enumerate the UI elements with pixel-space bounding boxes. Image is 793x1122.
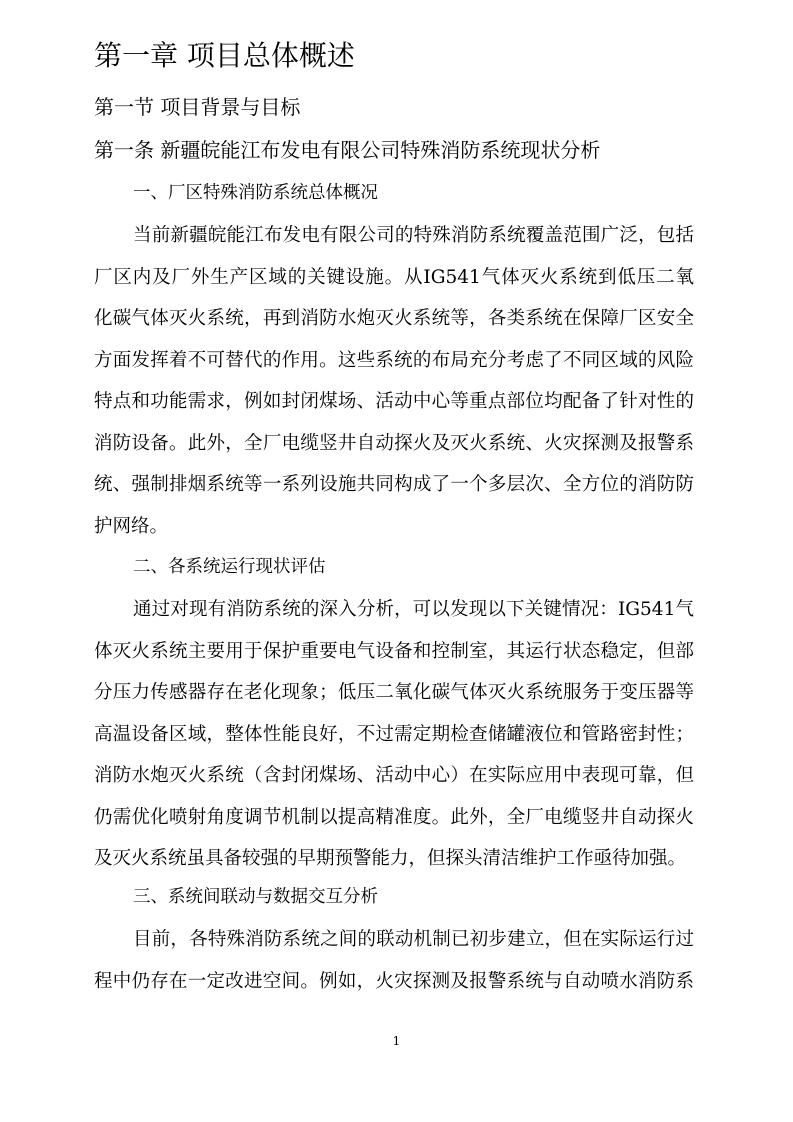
- paragraph-line: 分压力传感器存在老化现象；低压二氧化碳气体灭火系统服务于变压器等: [94, 682, 694, 703]
- page-number: 1: [392, 1034, 401, 1048]
- paragraph-line: 特点和功能需求，例如封闭煤场、活动中心等重点部位均配备了针对性的: [94, 391, 694, 412]
- paragraph-line: 化碳气体灭火系统，再到消防水炮灭火系统等，各类系统在保障厂区安全: [94, 308, 694, 329]
- paragraph-1: [94, 215, 694, 547]
- paragraph-line: 仍需优化喷射角度调节机制以提高精准度。此外，全厂电缆竖井自动探火: [94, 806, 694, 828]
- subheading-2: 二、各系统运行现状评估: [133, 557, 326, 577]
- paragraph-line: 通过对现有消防系统的深入分析，可以发现以下关键情况：IG541气: [133, 599, 694, 620]
- chapter-title: 第一章 项目总体概述: [94, 39, 355, 72]
- paragraph-line: 消防水炮灭火系统（含封闭煤场、活动中心）在实际应用中表现可靠，但: [94, 765, 694, 786]
- paragraph-line: 当前新疆皖能江布发电有限公司的特殊消防系统覆盖范围广泛，包括: [133, 225, 694, 246]
- article-title: 第一条 新疆皖能江布发电有限公司特殊消防系统现状分析: [94, 138, 601, 162]
- paragraph-line: 体灭火系统主要用于保护重要电气设备和控制室，其运行状态稳定，但部: [94, 640, 694, 662]
- paragraph-line: 方面发挥着不可替代的作用。这些系统的布局充分考虑了不同区域的风险: [94, 349, 694, 371]
- paragraph-line: 消防设备。此外，全厂电缆竖井自动探火及灭火系统、火灾探测及报警系: [94, 432, 694, 454]
- paragraph-line: 及灭火系统虽具备较强的早期预警能力，但探头清洁维护工作亟待加强。: [94, 848, 687, 869]
- subheading-1: 一、厂区特殊消防系统总体概况: [133, 183, 378, 203]
- section-title: 第一节 项目背景与目标: [94, 95, 301, 119]
- paragraph-line: 目前，各特殊消防系统之间的联动机制已初步建立，但在实际运行过: [133, 929, 694, 950]
- paragraph-line: 统、强制排烟系统等一系列设施共同构成了一个多层次、全方位的消防防: [94, 474, 694, 495]
- subheading-3: 三、系统间联动与数据交互分析: [133, 887, 378, 907]
- paragraph-line: 程中仍存在一定改进空间。例如，火灾探测及报警系统与自动喷水消防系: [94, 970, 694, 992]
- paragraph-line: 厂区内及厂外生产区域的关键设施。从IG541气体灭火系统到低压二氧: [94, 266, 694, 288]
- paragraph-line: 护网络。: [94, 515, 169, 537]
- paragraph-line: 高温设备区域，整体性能良好，不过需定期检查储罐液位和管路密封性；: [94, 723, 694, 745]
- paragraph-3: [94, 919, 694, 1002]
- paragraph-2: [94, 589, 694, 880]
